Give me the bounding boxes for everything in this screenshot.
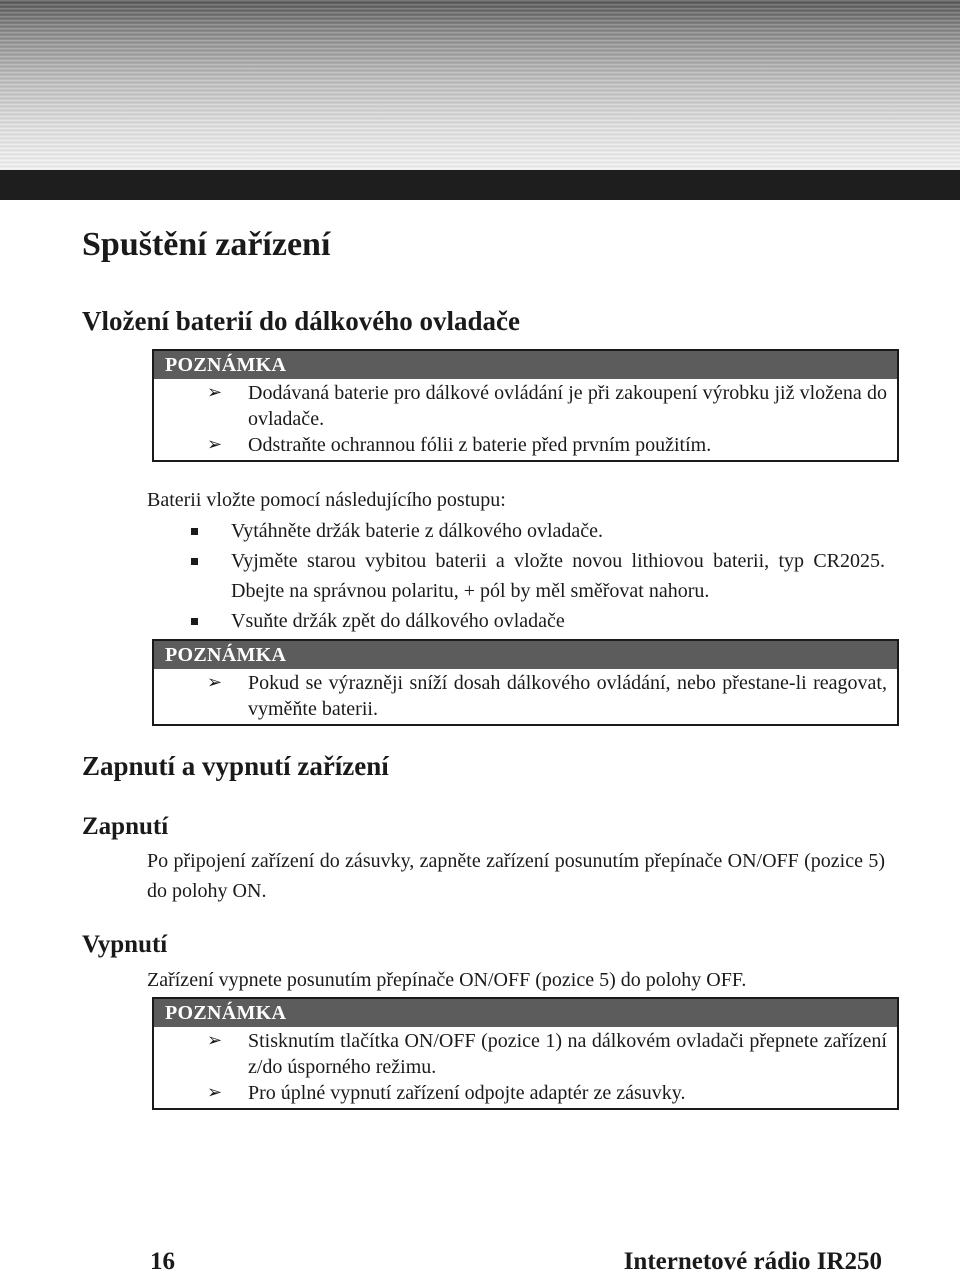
header-bar xyxy=(0,170,960,200)
square-bullet-icon xyxy=(191,558,198,565)
list-item: Vsuňte držák zpět do dálkového ovladače xyxy=(147,606,885,636)
product-title: Internetové rádio IR250 xyxy=(623,1248,882,1275)
square-bullet-icon xyxy=(191,618,198,625)
arrow-bullet-icon: ➢ xyxy=(207,1030,223,1051)
square-bullet-icon xyxy=(191,528,198,535)
arrow-bullet-icon: ➢ xyxy=(207,672,223,693)
arrow-bullet-icon: ➢ xyxy=(207,434,223,455)
note-item: ➢ Pokud se výrazněji sníží dosah dálkového ovládání, nebo přestane-li reagovat, vyměňte baterii. xyxy=(207,672,887,720)
note-box-1 xyxy=(152,349,899,462)
subheading-off: Vypnutí xyxy=(82,931,168,958)
power-off-text: Zařízení vypnete posunutím přepínače ON/OFF (pozice 5) do polohy OFF. xyxy=(147,969,747,991)
battery-intro: Baterii vložte pomocí následujícího postupu: xyxy=(147,489,506,511)
section-heading-battery: Vložení baterií do dálkového ovladače xyxy=(82,306,520,336)
subheading-on: Zapnutí xyxy=(82,813,169,840)
note-label: POZNÁMKA xyxy=(154,351,897,379)
list-item: Vytáhněte držák baterie z dálkového ovladače. xyxy=(147,516,885,546)
list-item: Vyjměte starou vybitou baterii a vložte novou lithiovou baterii, typ CR2025. Dbejte na správnou polaritu, + pól by měl směřovat nahoru. xyxy=(147,546,885,606)
power-on-text: Po připojení zařízení do zásuvky, zapněte zařízení posunutím přepínače ON/OFF (pozice 5) do polohy ON. xyxy=(147,850,885,902)
header-banner xyxy=(0,0,960,170)
note-box-3 xyxy=(152,997,899,1110)
arrow-bullet-icon: ➢ xyxy=(207,382,223,403)
note-item: ➢ Odstraňte ochrannou fólii z baterie před prvním použitím. xyxy=(207,434,712,456)
page-number: 16 xyxy=(150,1248,175,1275)
page-title: Spuštění zařízení xyxy=(82,226,331,263)
note-label: POZNÁMKA xyxy=(154,641,897,669)
battery-steps xyxy=(147,516,885,636)
note-label: POZNÁMKA xyxy=(154,999,897,1027)
arrow-bullet-icon: ➢ xyxy=(207,1082,223,1103)
note-item: ➢ Stisknutím tlačítka ON/OFF (pozice 1) na dálkovém ovladači přepnete zařízení z/do úsporného režimu. xyxy=(207,1030,887,1078)
section-heading-power: Zapnutí a vypnutí zařízení xyxy=(82,751,389,781)
note-item: ➢ Dodávaná baterie pro dálkové ovládání je při zakoupení výrobku již vložena do ovladače. xyxy=(207,382,887,430)
note-item: ➢ Pro úplné vypnutí zařízení odpojte adaptér ze zásuvky. xyxy=(207,1082,686,1104)
note-box-2 xyxy=(152,639,899,726)
